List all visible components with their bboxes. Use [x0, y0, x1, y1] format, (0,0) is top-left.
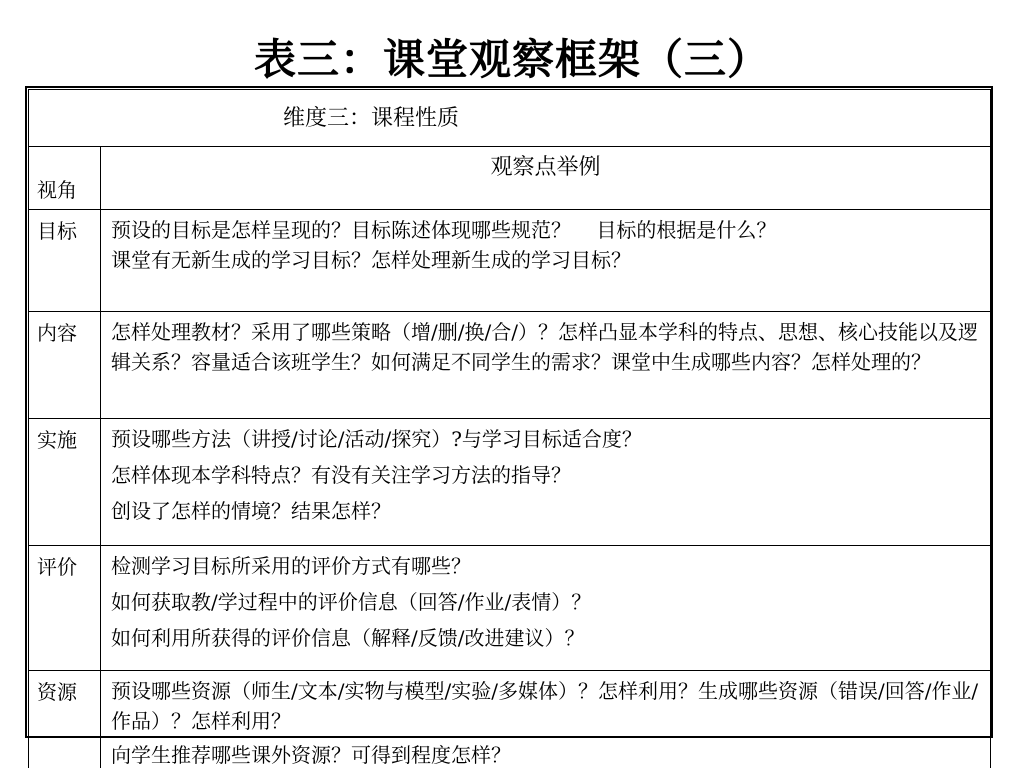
row-text-line: 预设哪些资源（师生/文本/实物与模型/实验/多媒体）？怎样利用？生成哪些资源（错误/回答/作业/作品）？怎样利用？	[111, 679, 979, 733]
header-body-cell: 观察点举例	[101, 147, 991, 210]
row-text-line: 检测学习目标所采用的评价方式有哪些？	[111, 554, 471, 578]
table-row	[29, 419, 991, 546]
row-label-evaluation: 评价	[29, 546, 101, 671]
dimension-title: 维度三：课程性质	[283, 106, 460, 131]
row-body-content	[101, 312, 991, 419]
row-text-line: 怎样体现本学科特点？有没有关注学习方法的指导？	[111, 463, 571, 487]
row-text-line: 创设了怎样的情境？结果怎样？	[111, 499, 391, 523]
row-label-implementation: 实施	[29, 419, 101, 546]
row-text-line: 向学生推荐哪些课外资源？可得到程度怎样？	[111, 743, 511, 767]
row-label-resources: 资源	[29, 671, 101, 768]
page-title: 表三：课堂观察框架（三）	[253, 35, 770, 84]
row-text-line: 如何利用所获得的评价信息（解释/反馈/改进建议）？	[111, 626, 585, 650]
observation-table	[28, 89, 991, 768]
table-row	[29, 312, 991, 419]
row-label-content: 内容	[29, 312, 101, 419]
table-row	[29, 546, 991, 671]
row-body-evaluation	[101, 546, 991, 671]
table-row	[29, 210, 991, 312]
row-text-line: 怎样处理教材？采用了哪些策略（增/删/换/合/）？怎样凸显本学科的特点、思想、核心技能以及逻辑关系？容量适合该班学生？如何满足不同学生的需求？课堂中生成哪些内容？怎样处理的？	[111, 320, 978, 374]
row-body-resources	[101, 671, 991, 768]
row-body-implementation	[101, 419, 991, 546]
header-label-cell: 视角	[29, 147, 101, 210]
dimension-cell	[29, 90, 991, 147]
row-text-line: 课堂有无新生成的学习目标？怎样处理新生成的学习目标？	[111, 248, 631, 272]
header-row	[29, 147, 991, 210]
dimension-row	[29, 90, 991, 147]
row-body-goal	[101, 210, 991, 312]
row-text-line: 如何获取教/学过程中的评价信息（回答/作业/表情）？	[111, 590, 592, 614]
row-text-line: 预设的目标是怎样呈现的？目标陈述体现哪些规范？ 目标的根据是什么？	[111, 218, 777, 242]
table-row	[29, 671, 991, 768]
row-text-line: 预设哪些方法（讲授/讨论/活动/探究）?与学习目标适合度？	[111, 427, 642, 451]
row-label-goal: 目标	[29, 210, 101, 312]
